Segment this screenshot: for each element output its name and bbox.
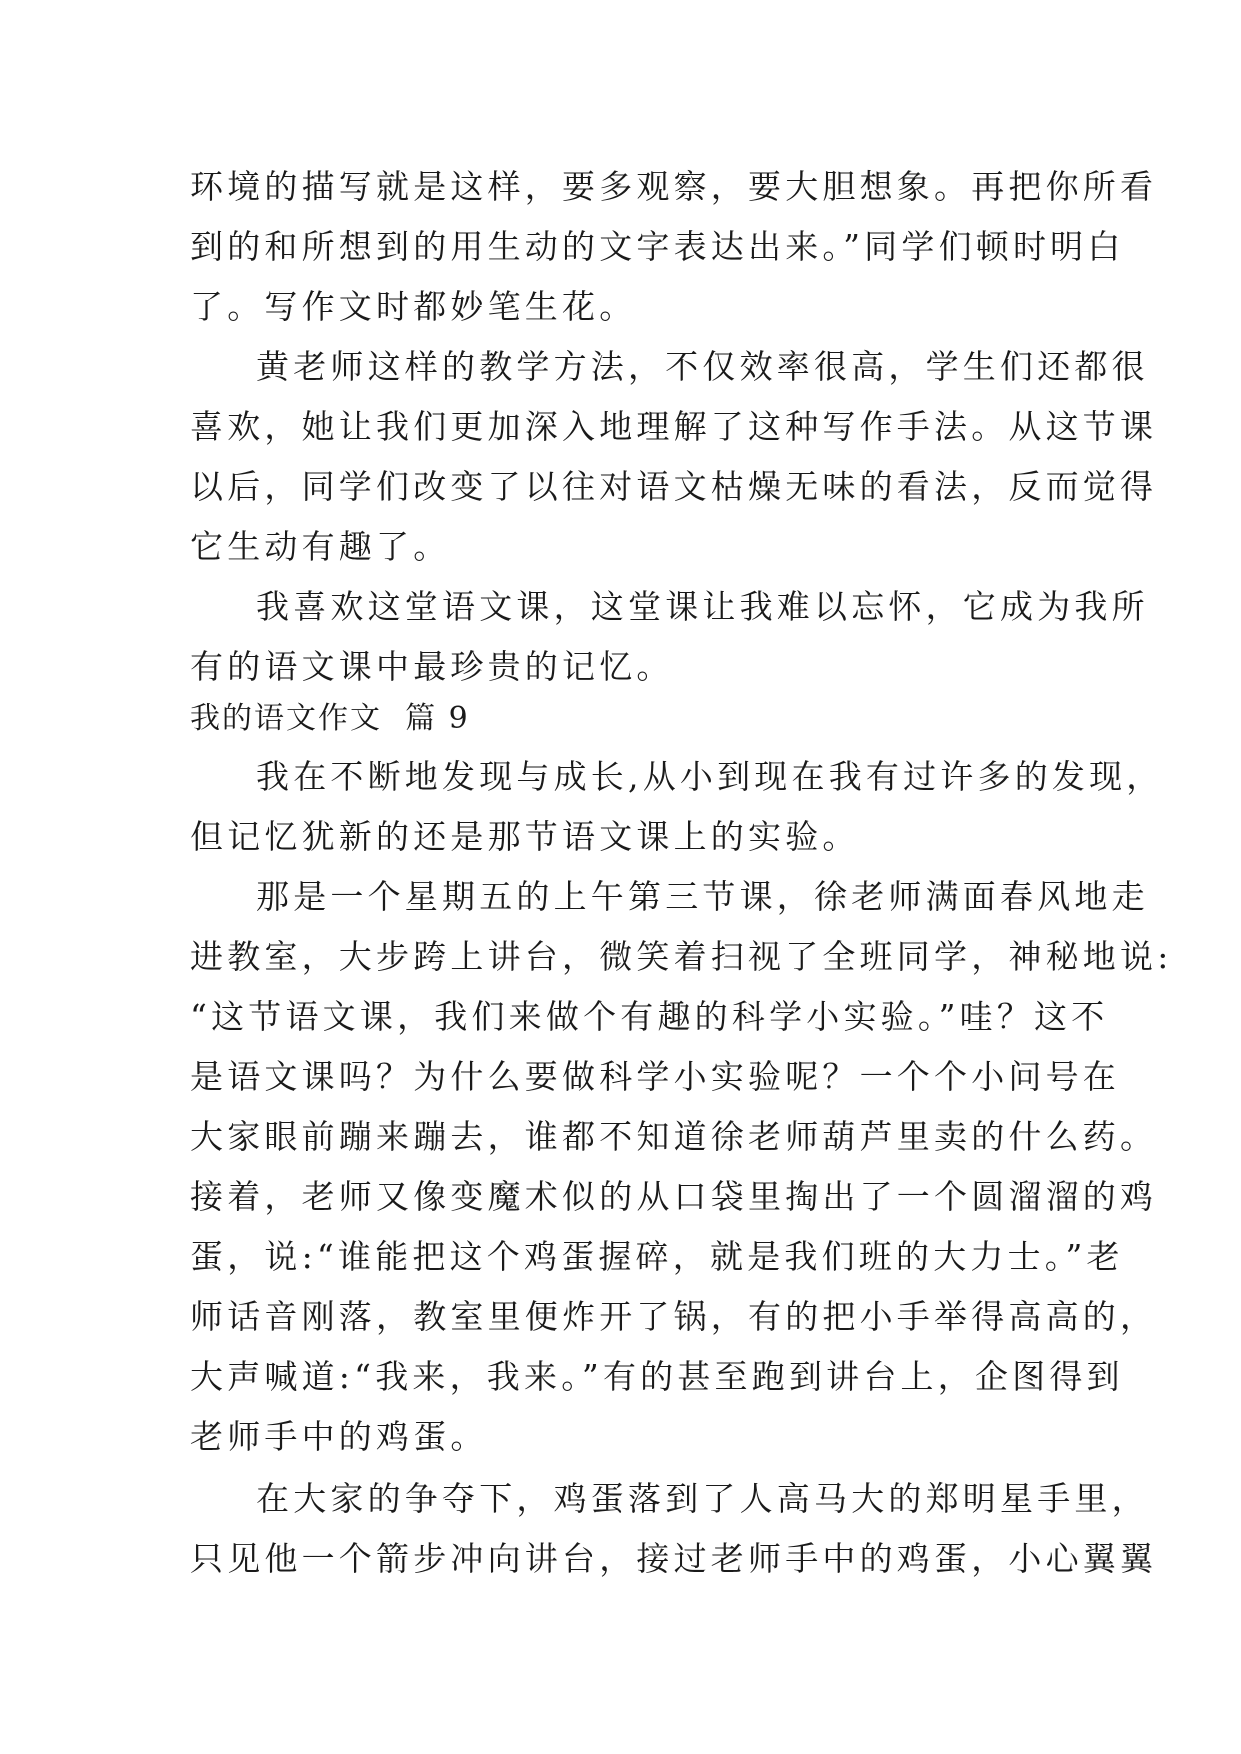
text-line: 师话音刚落，教室里便炸开了锅，有的把小手举得高高的， bbox=[190, 1297, 1158, 1336]
text-line: 了。写作文时都妙笔生花。 bbox=[190, 287, 637, 326]
paragraph-first-line: 我在不断地发现与成长,从小到现在我有过许多的发现， bbox=[256, 757, 1164, 796]
text-line: 是语文课吗？为什么要做科学小实验呢？一个个小问号在 bbox=[190, 1057, 1120, 1096]
text-line: 老师手中的鸡蛋。 bbox=[190, 1417, 488, 1456]
text-line: 以后，同学们改变了以往对语文枯燥无味的看法，反而觉得 bbox=[190, 467, 1158, 506]
text-line: 进教室，大步跨上讲台，微笑着扫视了全班同学，神秘地说: bbox=[190, 937, 1173, 976]
text-line: 蛋，说:“谁能把这个鸡蛋握碎，就是我们班的大力士。”老 bbox=[190, 1237, 1124, 1276]
text-line: 环境的描写就是这样，要多观察，要大胆想象。再把你所看 bbox=[190, 167, 1158, 206]
text-line: 到的和所想到的用生动的文字表达出来。”同学们顿时明白 bbox=[190, 227, 1125, 266]
text-line: 大家眼前蹦来蹦去，谁都不知道徐老师葫芦里卖的什么药。 bbox=[190, 1117, 1158, 1156]
text-line: 接着，老师又像变魔术似的从口袋里掏出了一个圆溜溜的鸡 bbox=[190, 1177, 1158, 1216]
text-line: 它生动有趣了。 bbox=[190, 527, 451, 566]
text-line: 但记忆犹新的还是那节语文课上的实验。 bbox=[190, 817, 860, 856]
text-line: 大声喊道:“我来，我来。”有的甚至跑到讲台上，企图得到 bbox=[190, 1357, 1124, 1396]
text-line: 有的语文课中最珍贵的记忆。 bbox=[190, 647, 674, 686]
paragraph-first-line: 我喜欢这堂语文课，这堂课让我难以忘怀，它成为我所 bbox=[256, 587, 1149, 626]
paragraph-first-line: 在大家的争夺下，鸡蛋落到了人高马大的郑明星手里， bbox=[256, 1479, 1149, 1518]
section-heading: 我的语文作文 篇 9 bbox=[190, 701, 470, 736]
text-line: “这节语文课，我们来做个有趣的科学小实验。”哇？这不 bbox=[190, 997, 1109, 1036]
text-line: 只见他一个箭步冲向讲台，接过老师手中的鸡蛋，小心翼翼 bbox=[190, 1539, 1158, 1578]
text-line: 喜欢，她让我们更加深入地理解了这种写作手法。从这节课 bbox=[190, 407, 1158, 446]
paragraph-first-line: 那是一个星期五的上午第三节课，徐老师满面春风地走 bbox=[256, 877, 1149, 916]
paragraph-first-line: 黄老师这样的教学方法，不仅效率很高，学生们还都很 bbox=[256, 347, 1149, 386]
